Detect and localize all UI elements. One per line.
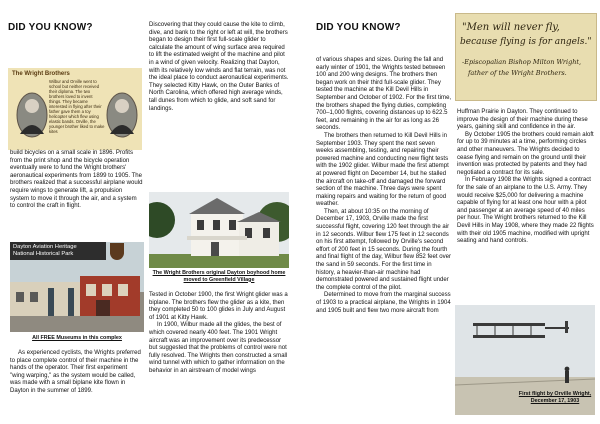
nps-sign-line1: Dayton Aviation Heritage [13,244,77,250]
house-illustration [149,192,289,268]
col3-paragraph-1: of various shapes and sizes. During the fall and early winter of 1901, the Wrights tested between 100 and 200 wing designs. The brothers then began work on their third full-scale glider. They tested the machine at the Kill Devil Hills in September and October of 1902. For the first time, the brothers shaped the flying duties, completing 700–1,000 flights, covering distances up to 622.5 feet, and remaining in the air for as long as 26 seconds. [316,57,452,132]
col3-paragraph-2: The brothers then returned to Kill Devil Hills in September 1903. They spent the next seven weeks assembling, testing, and repairing their powered machine and conducting new flight tests with the 1902 glider. Wilbur made the first attempt at powered flight on December 14, but he stalled the aircraft on take-off and damaged the forward section of the machine. Three days were spent making repairs and waiting for the return of good weather. [316,132,449,208]
quote-line-1: "Men will never fly, [462,22,560,33]
nps-sign [10,242,106,260]
col4-paragraph-2: By October 1905 the brothers could remain aloft for up to 39 minutes at a time, performing circles and other maneuvers. The Wrights decided to cease flying and remain on the ground until their invention was protected by patents and they had negotiated a contract for its sale. [457,131,594,176]
wright-brothers-card [8,68,142,150]
col4-paragraph-1: Huffman Prairie in Dayton. They continued to improve the design of their machine during these years, gaining skill and confidence in the air. [457,109,588,131]
col2-paragraph-2: In 1900, Wilbur made all the glides, the best of which covered nearly 400 feet. The 1901 Wright aircraft was an improvement over its predecessor but suggested that the problems of control were not fully resolved. The Wrights then constructed a small wind tunnel with which to gather information on the behavior in an airstream of model wings [149,322,288,374]
house-photo [149,192,289,268]
bishop-quote [455,13,597,101]
quote-attribution-2: father of the Wright Brothers. [468,69,567,77]
col1-text: build bicycles on a small scale in 1896. Profits from the print shop and the bicycle operation eventually were to fund the Wright brothers' aeronautical experiments from 1899 to 1905. The brothers realized that a successful airplane would require wings to generate lift, a propulsion system to move it through the air, and a system to control the craft in flight. [10,150,143,210]
col3-paragraph-3: Then, at about 10:35 on the morning of December 17, 1903, Orville made the first successful flight, covering 120 feet through the air in 12 seconds. Wilbur flew 175 feet in 12 seconds on his first attempt, followed by Orville's second effort of 200 feet in 15 seconds. During the fourth and final flight of the day, Wilbur flew 852 feet over the sand in 59 seconds. For the first time in history, a heavier-than-air machine had demonstrated powered and sustained flight under the complete control of the pilot. [316,208,452,291]
col2-paragraph-1: Tested in October 1900, the first Wright glider was a biplane. The brothers flew the glider as a kite, then they completed 50 to 100 glides in July and August of 1901 at Kitty Hawk. [149,292,288,321]
flight-caption-line1: First flight by Orville Wright, [518,391,592,397]
col3-paragraph-4: Determined to move from the marginal success of 1903 to a practical airplane, the Wrights in 1904 and 1905 built and flew two more aircraft from [316,292,451,314]
nps-arrowhead-icon [110,243,124,260]
flight-caption [515,391,595,404]
quote-attribution-1: -Episcopalian Bishop Milton Wright, [462,58,582,66]
col3-text [316,57,452,315]
col1-bottom-text: As experienced cyclists, the Wrights preferred to place complete control of their machine in the hands of the operator. Their first experiment "wing warping," as the system would be called, was made with a small biplane kite flown in Dayton in the summer of 1899. [10,350,141,394]
col2-text [149,292,289,376]
col4-paragraph-3: In February 1908 the Wrights signed a contract for the sale of an airplane to the U.S. Army. They would receive $25,000 for delivering a machine capable of flying for at least one hour with a pilot and passenger at an average speed of 40 miles per hour. The Wright brothers returned to the Kill Devil Hills in May 1908, where they made 22 flights with their old 1905 machine, modified with upright seating and hand controls. [457,177,594,245]
col2-top-text: Discovering that they could cause the kite to climb, dive, and bank to the right or left at will, the brothers began to design their first full-scale glider to calculate the amount of wing surface area required to lift the estimated weight of the machine and pilot in a wind of given velocity. Realizing that Dayton, with its relatively low winds and flat terrain, was not the ideal place to conduct aeronautical experiments. They selected Kitty Hawk, on the Outer Banks of North Carolina, which offered high average winds, tall dunes from which to glide, and soft sand for landings. [149,22,289,112]
right-page [300,0,600,424]
museum-photo [10,242,144,332]
right-heading: DID YOU KNOW? [316,22,401,33]
quote-line-2: because flying is for angels." [460,37,592,47]
flight-caption-line2: December 17, 1903 [530,397,580,404]
card-title: The Wright Brothers [12,71,70,77]
col4-text [457,109,595,246]
nps-sign-line2: National Historical Park [13,251,74,257]
house-caption: The Wright Brothers original Dayton boyhood home moved to Greenfield Village [152,270,286,283]
first-flight-photo [455,305,595,415]
left-heading: DID YOU KNOW? [8,22,93,33]
card-text: Wilbur and Orville went to school but neither received their diploma. The two brothers loved to invent things. They became interested in flying after their father gave them a toy helicopter which flew using elastic bands. Orville, the younger brother liked to make kites [49,79,105,134]
museum-caption: All FREE Museums in this complex [32,335,122,341]
